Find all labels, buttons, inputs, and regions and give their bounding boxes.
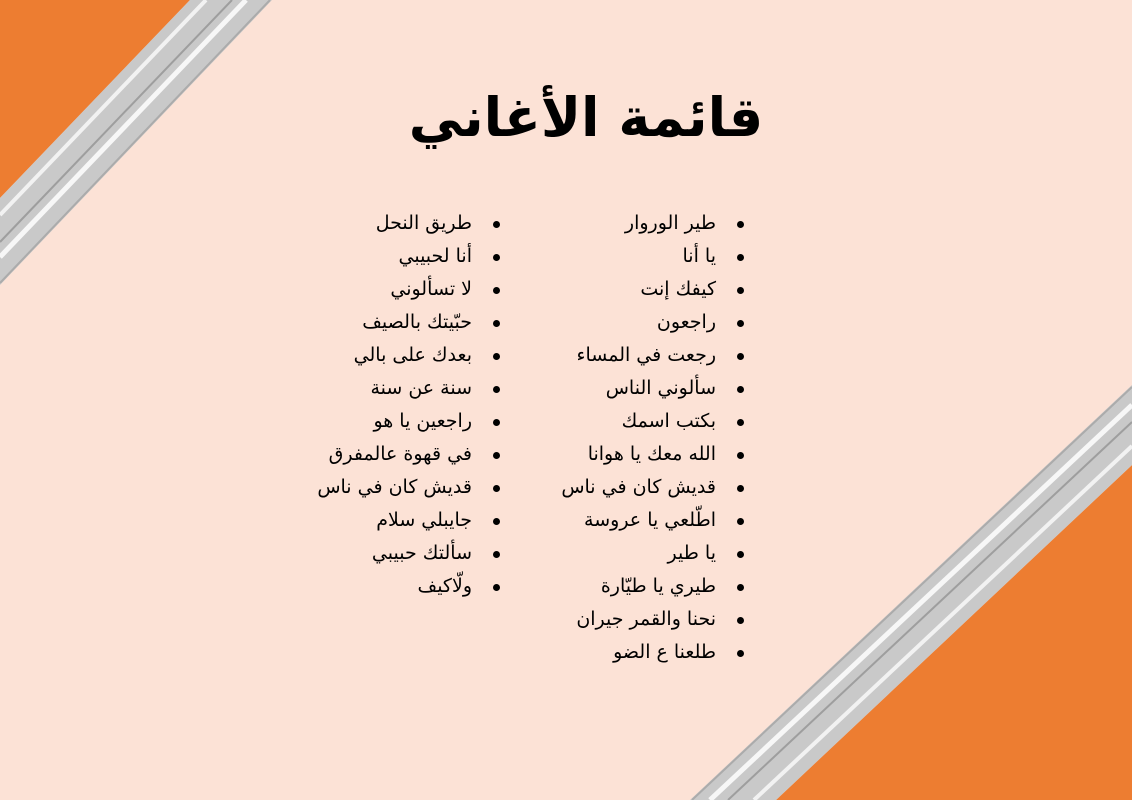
bullet-icon — [737, 617, 744, 624]
song-title: يا طير — [667, 542, 716, 564]
song-title: ولّاكيف — [417, 575, 472, 597]
song-list-right — [561, 207, 744, 669]
list-item — [317, 339, 500, 372]
bullet-icon — [493, 518, 500, 525]
song-title: يا أنا — [682, 245, 716, 267]
bullet-icon — [737, 551, 744, 558]
bullet-icon — [737, 452, 744, 459]
song-title: قديش كان في ناس — [561, 476, 716, 498]
list-item — [317, 504, 500, 537]
song-title: كيفك إنت — [640, 278, 716, 300]
song-title: راجعون — [656, 311, 716, 333]
list-item — [561, 471, 744, 504]
song-title: بكتب اسمك — [621, 410, 716, 432]
list-item — [561, 438, 744, 471]
list-item — [317, 471, 500, 504]
bullet-icon — [493, 452, 500, 459]
list-item — [317, 372, 500, 405]
list-item — [317, 438, 500, 471]
bullet-icon — [737, 419, 744, 426]
bullet-icon — [493, 584, 500, 591]
list-item — [317, 405, 500, 438]
list-item — [561, 306, 744, 339]
list-item — [561, 570, 744, 603]
list-item — [317, 306, 500, 339]
bullet-icon — [493, 353, 500, 360]
song-title: اطّلعي يا عروسة — [584, 509, 716, 531]
list-item — [317, 570, 500, 603]
list-item — [561, 537, 744, 570]
song-title: طير الوروار — [624, 212, 716, 234]
bullet-icon — [493, 287, 500, 294]
bullet-icon — [737, 254, 744, 261]
song-title: حبّيتك بالصيف — [362, 311, 472, 333]
bullet-icon — [737, 386, 744, 393]
bullet-icon — [737, 650, 744, 657]
list-item — [561, 372, 744, 405]
song-title: لا تسألوني — [390, 278, 472, 300]
list-item — [561, 636, 744, 669]
bullet-icon — [737, 221, 744, 228]
page-title: قائمة الأغاني — [408, 86, 764, 149]
list-item — [317, 240, 500, 273]
song-title: راجعين يا هو — [373, 410, 472, 432]
bullet-icon — [737, 320, 744, 327]
list-item — [561, 603, 744, 636]
list-item — [561, 207, 744, 240]
list-item — [317, 273, 500, 306]
bullet-icon — [493, 551, 500, 558]
song-title: سألتك حبيبي — [371, 542, 472, 564]
bullet-icon — [493, 254, 500, 261]
bullet-icon — [493, 386, 500, 393]
song-title: سنة عن سنة — [370, 377, 472, 399]
list-item — [561, 405, 744, 438]
bullet-icon — [493, 419, 500, 426]
bullet-icon — [737, 584, 744, 591]
song-title: نحنا والقمر جيران — [576, 608, 716, 630]
song-title: الله معك يا هوانا — [587, 443, 716, 465]
bullet-icon — [737, 518, 744, 525]
bullet-icon — [493, 485, 500, 492]
song-title: طريق النحل — [375, 212, 472, 234]
song-title: في قهوة عالمفرق — [328, 443, 472, 465]
list-item — [317, 207, 500, 240]
song-title: رجعت في المساء — [576, 344, 716, 366]
song-list-left — [317, 207, 500, 603]
list-item — [561, 339, 744, 372]
list-item — [561, 273, 744, 306]
bullet-icon — [737, 485, 744, 492]
list-item — [317, 537, 500, 570]
song-title: طيري يا طيّارة — [600, 575, 716, 597]
bullet-icon — [737, 353, 744, 360]
bullet-icon — [737, 287, 744, 294]
bullet-icon — [493, 320, 500, 327]
song-title: بعدك على بالي — [353, 344, 472, 366]
list-item — [561, 240, 744, 273]
song-title: طلعنا ع الضو — [613, 641, 716, 663]
song-title: قديش كان في ناس — [317, 476, 472, 498]
song-title: جايبلي سلام — [376, 509, 472, 531]
song-title: سألوني الناس — [605, 377, 716, 399]
list-item — [561, 504, 744, 537]
song-title: أنا لحبيبي — [398, 245, 472, 267]
bullet-icon — [493, 221, 500, 228]
